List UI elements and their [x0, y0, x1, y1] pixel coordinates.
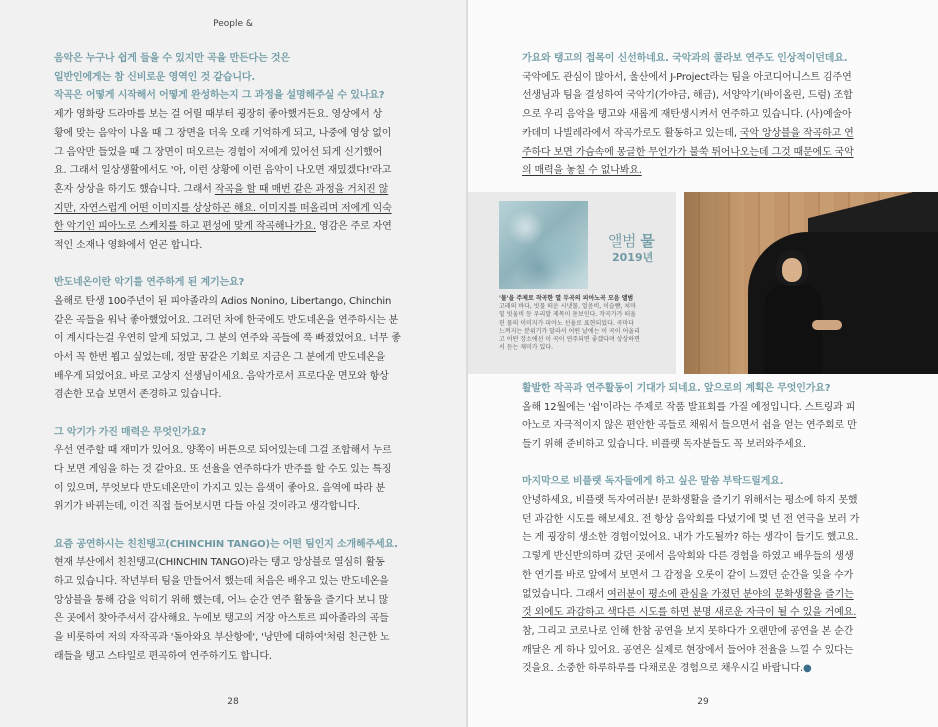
question-line: 마지막으로 비플랫 독자들에게 하고 싶은 말씀 부탁드릴게요. — [522, 476, 784, 488]
pianist-face — [782, 258, 802, 282]
answer-line: 요. 그래서 일상생활에서도 '아, 이런 상황에 이런 음악이 나오면 재밌겠다!'라고 — [54, 165, 392, 177]
answer-line: 배우게 되었어요. 바로 고상지 선생님이세요. 음악가로서 프로다운 면모와 항상 — [54, 370, 389, 382]
album-cover-art — [499, 201, 588, 289]
answer-line: 한 연기를 바로 앞에서 보면서 그 감정을 오롯이 같이 느꼈던 순간을 잊을 수가 — [522, 569, 854, 581]
page-number-right: 29 — [697, 697, 709, 707]
question-line: 활발한 작곡과 연주활동이 기대가 되네요. 앞으로의 계획은 무엇인가요? — [522, 383, 831, 394]
answer-line: 깨달은 게 하나 있어요. 공연은 실제로 현장에서 들어야 전율을 느낄 수 있다는 — [522, 644, 854, 656]
album-figure — [468, 192, 938, 374]
answer-line: 앙상블을 통해 감을 익히기 위해 했는데, 어느 순간 연주 활동을 즐기다 보니 많 — [54, 594, 389, 606]
left-article-column — [54, 50, 414, 667]
caption-line: 서 듣는 재미가 있다. — [499, 344, 553, 352]
question-line: 음악은 누구나 쉽게 들을 수 있지만 곡을 만든다는 것은 — [54, 53, 290, 64]
running-head: People & — [213, 19, 253, 29]
answer-line: 하고 있습니다. 작년부터 팀을 만들어서 했는데 처음은 배우고 있는 반도네온을 — [54, 576, 389, 588]
answer-line: 올해 12월에는 '쉼'이라는 주제로 작품 발표회를 가질 예정입니다. 스트링과 피 — [522, 401, 856, 413]
answer-line: 아노로 자극적이지 않은 편안한 곡들로 채워서 들으면서 쉼을 얻는 연주회로 만 — [522, 420, 857, 432]
answer-line: 아서 꼭 한번 뵙고 싶었는데, 정말 꿈같은 기회로 지금은 그 분에게 반도네온을 — [54, 352, 386, 364]
answer-line: 들기 위해 준비하고 있습니다. 비플랫 독자분들도 꼭 보러와주세요. — [522, 439, 807, 451]
answer-line: 다 보면 게임을 하는 것 같아요. 또 선율을 연주하다가 반주를 할 수도 있는 특징 — [54, 464, 392, 476]
answer-line: 우선 연주할 때 재미가 있어요. 양쪽이 버튼으로 되어있는데 그걸 조합해서 누르 — [54, 445, 392, 457]
answer-line: 그렇게 반신반의하며 갔던 곳에서 음악회와 다른 경험을 하였고 배우들의 생생 — [522, 551, 854, 563]
answer-line: 안녕하세요, 비플랫 독자여러분! 문화생활을 즐기기 위해서는 평소에 하지 못했 — [522, 495, 858, 507]
caption-line: 밑 빗울비 등 우리말 제목이 돋보인다. 작곡가가 떠올 — [499, 311, 636, 319]
question-line: 요즘 공연하시는 친친탱고(CHINCHIN TANGO)는 어떤 팀인지 소개해주세요. — [54, 538, 398, 550]
caption-line: 느껴지는 분위기가 달라서 어떤 날에는 이 곡이 어울리 — [499, 327, 640, 335]
caption-line: 린 물의 이미지가 피아노 선율로 표현되었다. 곡마다 — [499, 319, 635, 327]
question-line: 가요와 탱고의 접목이 신선하네요. 국악과의 콜라보 연주도 인상적이던데요. — [522, 53, 848, 64]
question-line: 반도네온이란 악기를 연주하게 된 계기는요? — [54, 277, 245, 289]
end-mark: ● — [803, 663, 812, 675]
answer-line: 래들을 탱고 스타일로 편곡하여 연주하기도 합니다. — [54, 650, 272, 662]
question-line: 일반인에게는 참 신비로운 영역인 것 같습니다. — [54, 71, 255, 83]
paragraph-gap — [54, 256, 414, 275]
answer-line: 위기가 바뀌는데, 이건 직접 들어보시면 다들 아실 것이라고 생각합니다. — [54, 501, 361, 513]
right-article-bottom — [522, 380, 892, 679]
answer-line: 제가 영화랑 드라마를 보는 걸 어릴 때부터 굉장히 좋아했거든요. 영상에서 상 — [54, 109, 383, 121]
answer-line: 올해로 탄생 100주년이 된 피아졸라의 Adios Nonino, Libertango, Chinchin — [54, 295, 392, 307]
wall-shadow — [684, 192, 744, 374]
paragraph-gap — [54, 517, 414, 536]
answer-line: 국악에도 관심이 많아서, 울산에서 J-Project라는 팀을 아코디어니스트 김주연 — [522, 71, 852, 83]
left-page — [0, 0, 466, 727]
answer-line: 같은 곡들을 워낙 좋아했었어요. 그러던 차에 한국에도 반도네온을 연주하시는 분 — [54, 314, 399, 326]
answer-line: 것을요. 소중한 하루하루를 다채로운 경험으로 채우시길 바랍니다.● — [522, 663, 812, 675]
answer-line: 지만, 자연스럽게 어떤 이미지를 상상하곤 해요. 이미지를 떠올리며 저에게 익숙 — [54, 202, 392, 214]
album-year: 2019년 — [612, 251, 654, 264]
answer-line: 적인 소재나 영화에서 얻곤 합니다. — [54, 240, 203, 252]
answer-line: 이 계시다는걸 우연히 알게 되었고, 그 분의 연주와 곡들에 푹 빠졌었어요. 너무 좋 — [54, 333, 401, 345]
answer-line: 것 외에도 과감하고 색다른 시도를 하면 분명 새로운 자극이 될 수 있을 거예요. — [522, 607, 857, 619]
answer-line: 선생님과 팀을 결성하여 국악기(가야금, 해금), 서양악기(바이올린, 드럼) 조합 — [522, 90, 853, 102]
answer-line: 으로 우리 음악을 탱고와 새롭게 재탄생시켜서 연주하고 있습니다. (사)예술아 — [522, 109, 852, 121]
answer-line: 겸손한 모습 보면서 존경하고 있습니다. — [54, 389, 222, 401]
answer-line: 현재 부산에서 친친탱고(CHINCHIN TANGO)라는 탱고 앙상블로 열심히 활동 — [54, 557, 385, 569]
answer-line: 던 과감한 시도를 해보세요. 전 항상 음악회를 다녔기에 몇 년 전 연극을 보러 가 — [522, 513, 860, 525]
answer-line: 의 매력을 놓칠 수 없나봐요. — [522, 165, 642, 177]
pianist-photo — [684, 192, 938, 374]
question-line: 작곡은 어떻게 시작해서 어떻게 완성하는지 그 과정을 설명해주실 수 있나요? — [54, 90, 385, 102]
answer-line: 주하다 보면 가슴속에 몽글한 무언가가 불쑥 튀어나오는데 그것 때문에도 국악 — [522, 146, 854, 158]
album-caption-bold: '물'을 주제로 작곡한 열 두곡의 피아노곡 모음 앨범 — [499, 295, 634, 302]
caption-line: 고 어떤 장소에선 이 곡이 연주되면 좋겠다며 상상하면 — [499, 336, 640, 344]
album-title-prefix: 앨범 — [608, 232, 636, 250]
answer-line: 은 곳에서 찾아주셔서 감사해요. 누에보 탱고의 거장 아스토르 피아졸라의 곡들 — [54, 613, 389, 625]
album-caption — [499, 295, 671, 352]
answer-line: 카데미 나빌레라에서 작곡가로도 활동하고 있는데, 국악 앙상블을 작곡하고 연 — [522, 127, 854, 139]
caption-line: 고래의 바다, 빗물 떠운 시냇물, 얼음비, 이슬뺨, 처마 — [499, 303, 636, 311]
answer-line: 없었습니다. 그래서 여러분이 평소에 관심을 가졌던 분야의 문화생활을 즐기는 — [522, 588, 854, 600]
answer-line: 그 음악만 들었을 때 그 장면이 떠오르는 경험이 저에게 있어선 되게 신기했어 — [54, 146, 383, 158]
album-caption-body — [499, 303, 640, 351]
pianist-hands — [812, 320, 842, 330]
answer-line: 이 있으며, 무엇보다 반도네온만이 가지고 있는 음색이 좋아요. 음역에 따라 분 — [54, 482, 386, 494]
right-page — [468, 0, 938, 727]
paragraph-gap — [54, 405, 414, 424]
answer-line: 한 악기인 피아노로 스케치를 하고 편성에 맞게 작곡해나가요. 영감은 주로 자연 — [54, 221, 392, 233]
answer-line: 는 게 굉장히 생소한 경험이었어요. 내가 가도될까? 하는 생각이 들기도 했고요. — [522, 532, 859, 544]
album-caption-box — [468, 192, 676, 374]
question-line: 그 악기가 가진 매력은 무엇인가요? — [54, 426, 207, 438]
answer-line: 참, 그리고 코로나로 인해 한참 공연을 보지 못하다가 오랜만에 공연을 본 순간 — [522, 625, 854, 637]
right-article-top — [522, 50, 892, 181]
answer-line: 혼자 상상을 하기도 했습니다. 그래서 작곡을 할 때 매번 같은 과정을 거치진 않 — [54, 183, 389, 195]
answer-line: 황에 맞는 음악이 나올 때 그 장면을 더욱 오래 기억하게 되고, 나중에 영상 없이 — [54, 127, 392, 139]
page-number-left: 28 — [227, 697, 239, 707]
answer-line: 을 비롯하여 저의 자작곡과 '돌아와요 부산항에', '낭만에 대하여'처럼 친근한 노 — [54, 632, 390, 644]
album-title-name: 물 — [640, 232, 655, 250]
album-title — [608, 230, 654, 251]
paragraph-gap — [522, 455, 892, 474]
